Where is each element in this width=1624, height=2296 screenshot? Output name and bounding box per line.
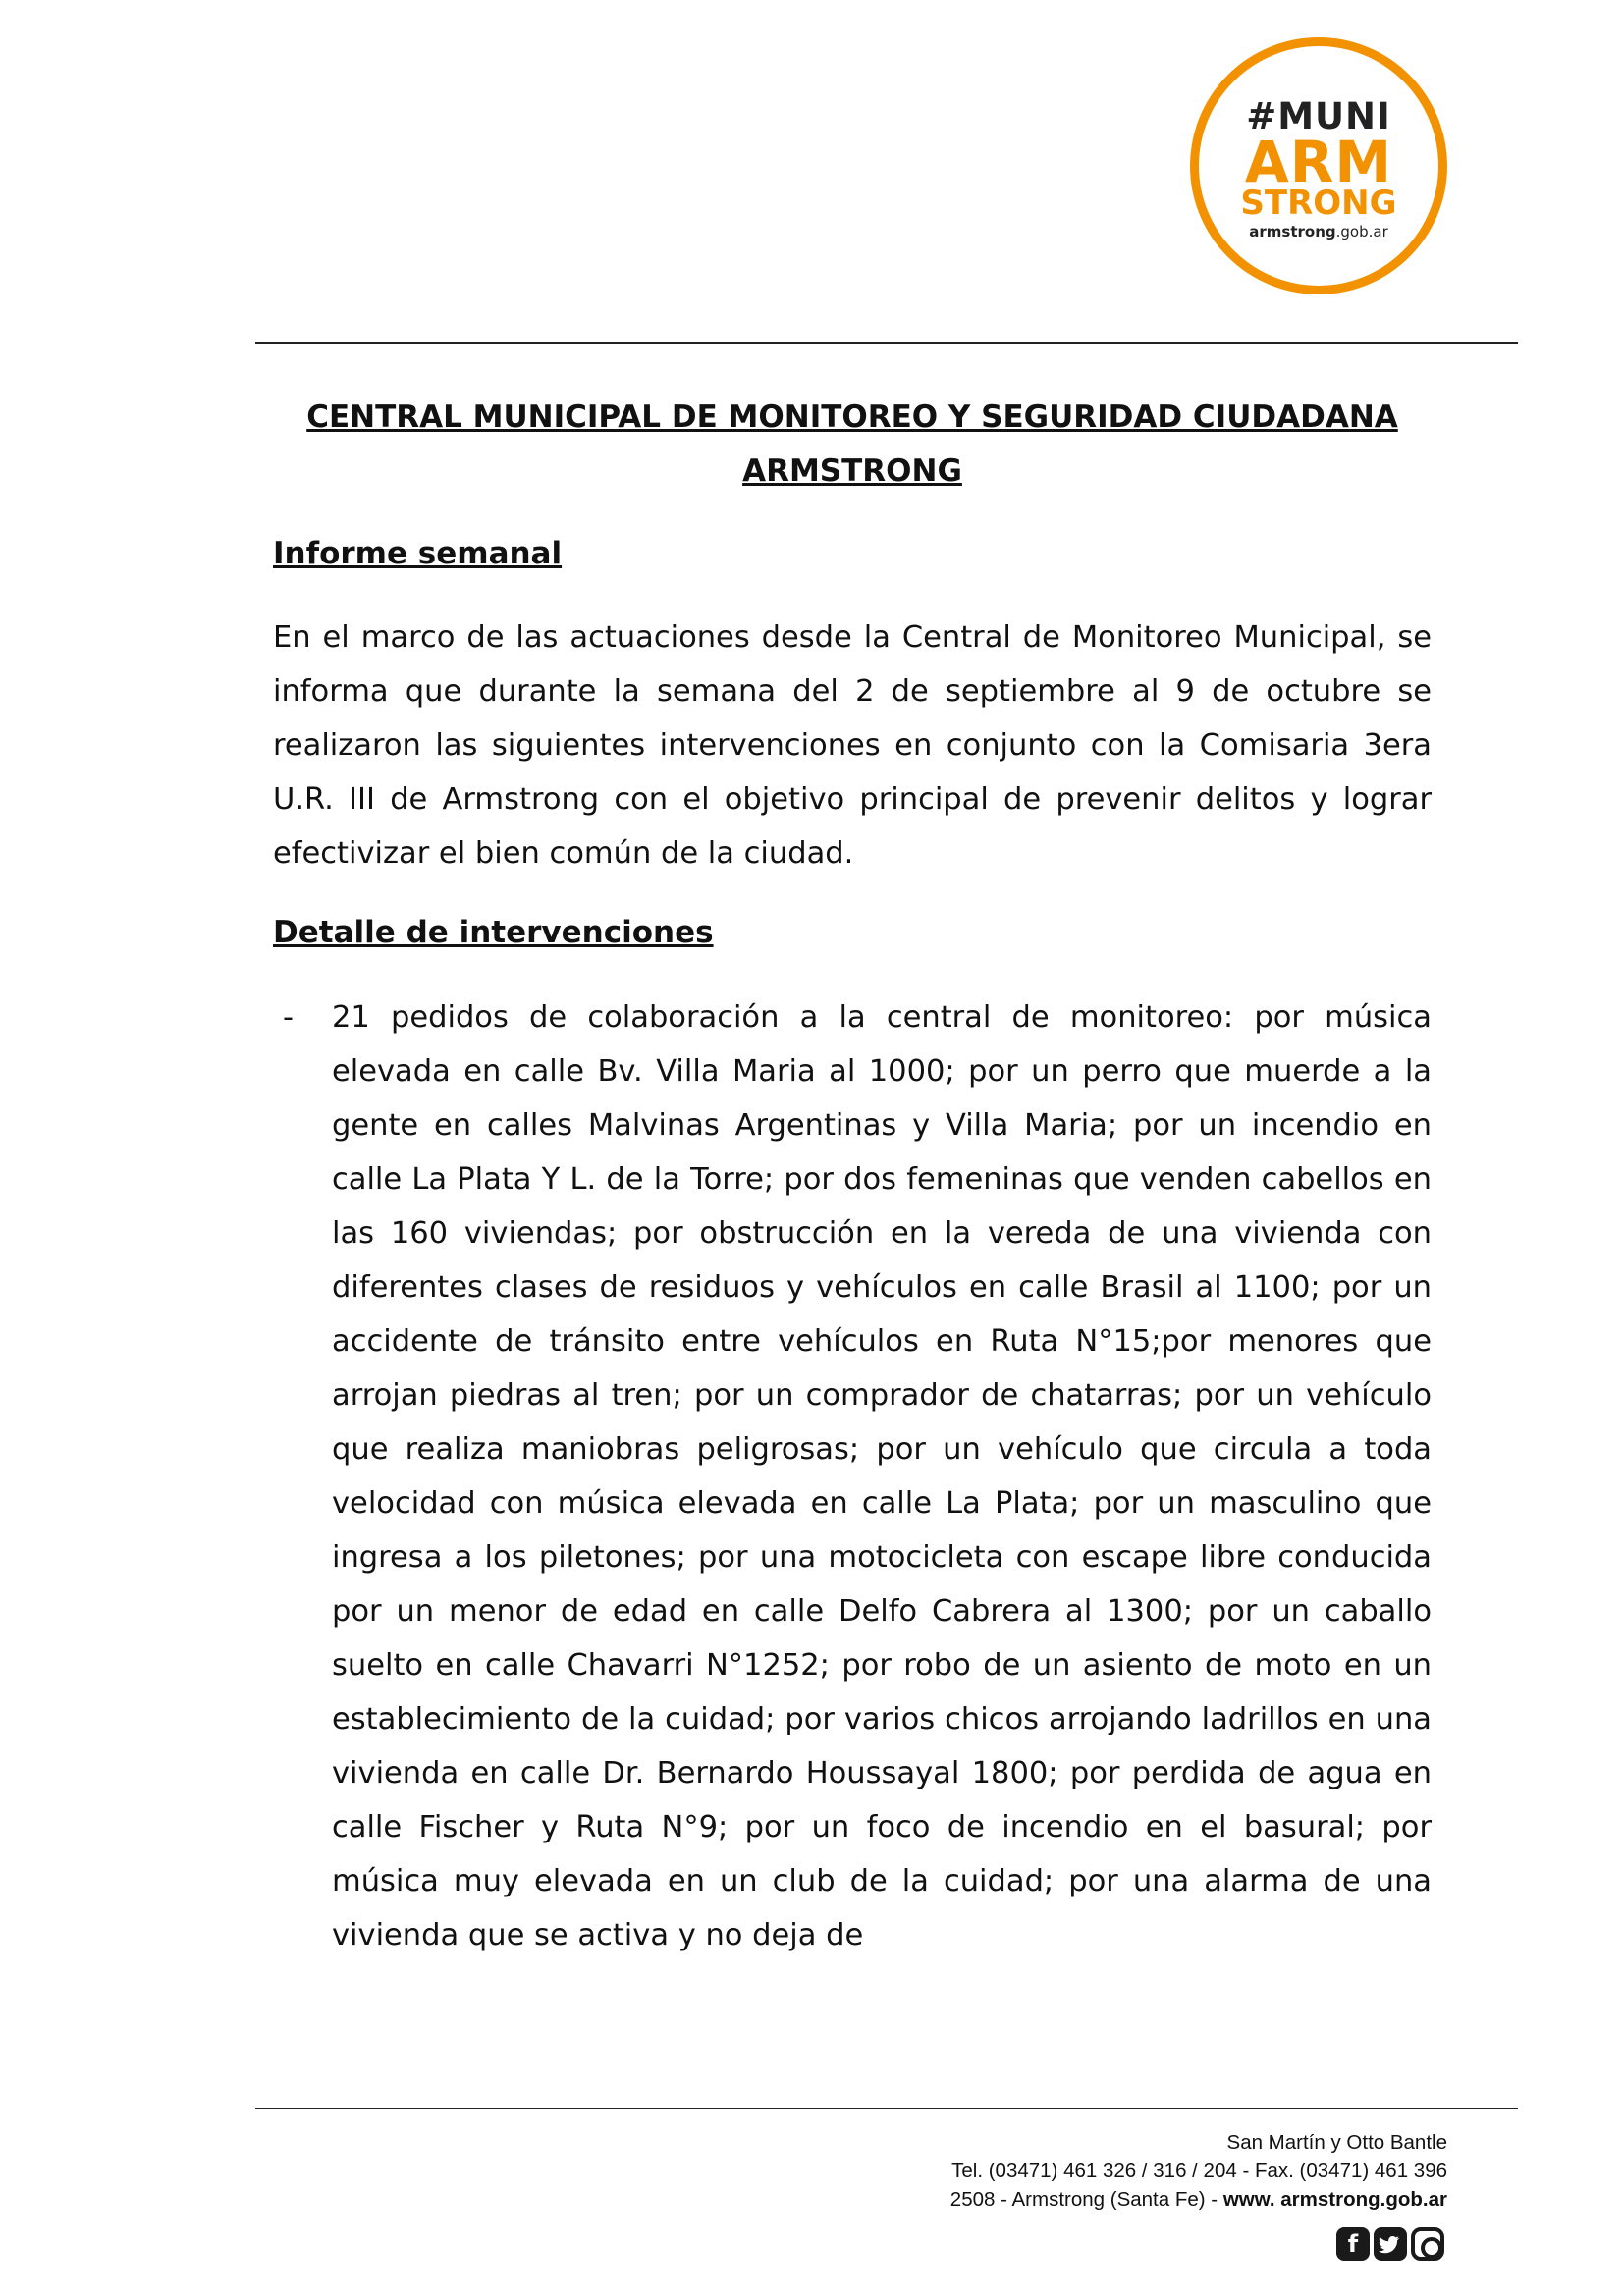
- twitter-glyph: [1374, 2227, 1407, 2261]
- logo-domain-bold: armstrong: [1249, 223, 1336, 240]
- document-title-line2: ARMSTRONG: [742, 454, 962, 489]
- logo-domain-rest: .gob.ar: [1335, 223, 1388, 240]
- footer-phones: Tel. (03471) 461 326 / 316 / 204 - Fax. (03471) 461 396: [951, 2160, 1447, 2182]
- logo-line-muni: #MUNI: [1246, 95, 1391, 137]
- logo-line-strong: STRONG: [1240, 184, 1397, 223]
- twitter-icon[interactable]: [1374, 2227, 1407, 2261]
- list-bullet: -: [283, 1000, 295, 1035]
- section-heading-detalle: Detalle de intervenciones: [273, 915, 714, 950]
- facebook-icon[interactable]: f: [1336, 2227, 1370, 2261]
- social-icons: [1336, 2227, 1444, 2261]
- section-heading-informe: Informe semanal: [273, 536, 563, 571]
- footer-city-web: [950, 2185, 1447, 2214]
- document-title-line1: CENTRAL MUNICIPAL DE MONITOREO Y SEGURIDAD CIUDADANA: [306, 400, 1398, 435]
- instagram-icon[interactable]: [1411, 2227, 1444, 2261]
- list-item: 21 pedidos de colaboración a la central de monitoreo: por música elevada en calle Bv. Villa Maria al 1000; por un perro que muerde a la gente en calles Malvinas Argentinas y Villa Maria; por un incendio en calle La Plata Y L. de la Torre; por dos femeninas que venden cabellos en las 160 viviendas; por obstrucción en la vereda de una vivienda con diferentes clases de residuos y vehículos en calle Brasil al 1100; por un accidente de tránsito entre vehículos en Ruta N°15;por menores que arrojan piedras al tren; por un comprador de chatarras; por un vehículo que realiza maniobras peligrosas; por un vehículo que circula a toda velocidad con música elevada en calle La Plata; por un masculino que ingresa a los piletones; por una motocicleta con escape libre conducida por un menor de edad en calle Delfo Cabrera al 1300; por un caballo suelto en calle Chavarri N°1252; por robo de un asiento de moto en un establecimiento de la cuidad; por varios chicos arrojando ladrillos en una vivienda en calle Dr. Bernardo Houssayal 1800; por perdida de agua en calle Fischer y Ruta N°9; por un foco de incendio en el basural; por música muy elevada en un club de la cuidad; por una alarma de una vivienda que se activa y no deja de: [332, 1000, 1432, 1952]
- footer-city: 2508 - Armstrong (Santa Fe) -: [949, 2188, 1223, 2211]
- header-divider: [255, 342, 1518, 344]
- municipality-logo: [1190, 37, 1447, 294]
- logo-line-arm: ARM: [1244, 129, 1393, 195]
- footer-divider: [255, 2108, 1518, 2109]
- intro-paragraph: En el marco de las actuaciones desde la Central de Monitoreo Municipal, se informa que durante la semana del 2 de septiembre al 9 de octubre se realizaron las siguientes intervenciones en conjunto con la Comisaria 3era U.R. III de Armstrong con el objetivo principal de prevenir delitos y lograr efectivizar el bien común de la ciudad.: [273, 620, 1432, 871]
- footer-contact: [950, 2128, 1447, 2214]
- logo-domain: [1199, 223, 1438, 240]
- footer-website: www. armstrong.gob.ar: [1222, 2188, 1447, 2211]
- footer-address: San Martín y Otto Bantle: [1226, 2131, 1447, 2154]
